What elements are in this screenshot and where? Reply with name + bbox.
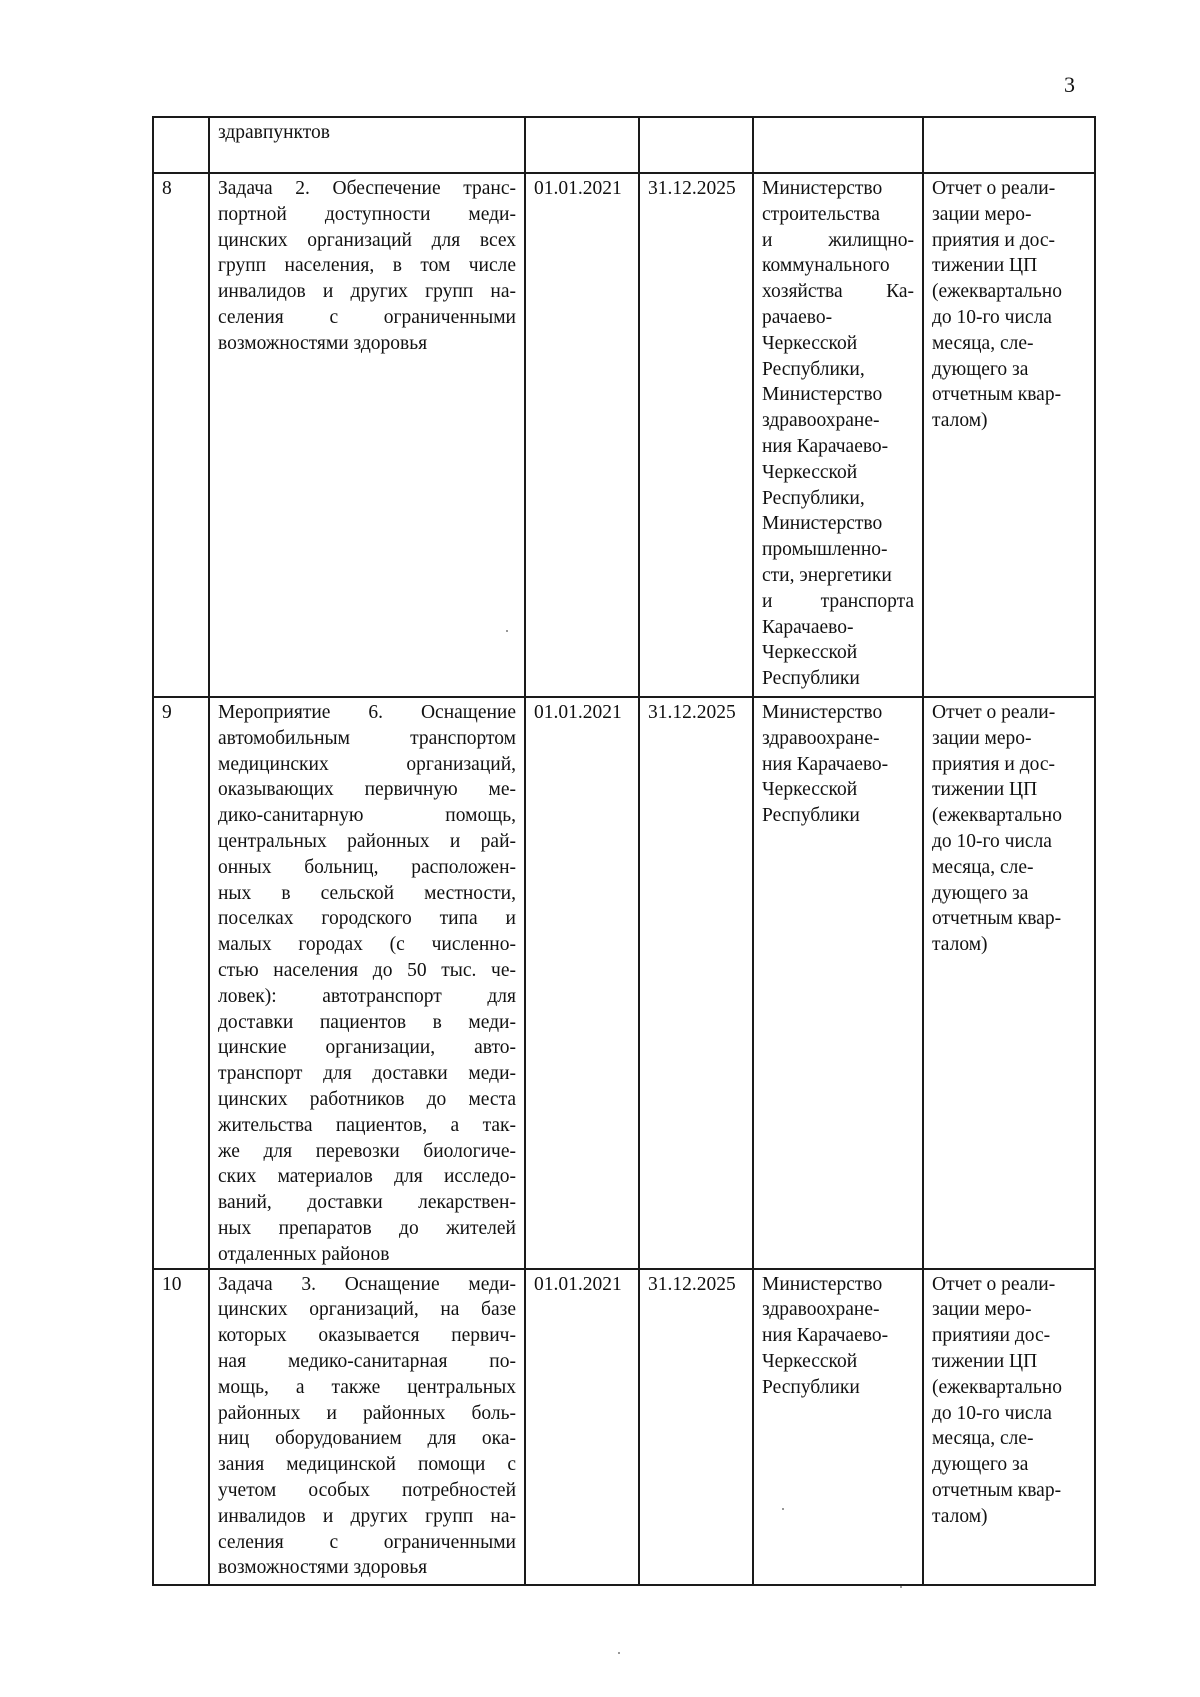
description-line: мощь, а также центральных xyxy=(218,1376,516,1398)
result-line: до 10-го числа xyxy=(932,306,1052,328)
responsible-line: ния Карачаево- xyxy=(762,435,889,457)
description-line: доставки пациентов в меди- xyxy=(218,1011,516,1033)
end-date: 31.12.2025 xyxy=(639,1269,753,1585)
result-line: месяца, сле- xyxy=(932,332,1034,354)
expected-result xyxy=(923,697,1095,1269)
responsible-line: промышленно- xyxy=(762,539,888,561)
responsible-line: здравоохране- xyxy=(762,727,880,749)
description-line: Задача 2. Обеспечение транс- xyxy=(218,178,516,199)
result-line: зации меро- xyxy=(932,1299,1032,1321)
table-row xyxy=(153,117,1095,173)
result-line: приятия и дос- xyxy=(932,753,1056,775)
responsible-line: Черкесской xyxy=(762,332,858,354)
responsible-line: ния Карачаево- xyxy=(762,1325,889,1347)
description-line: возможностями здоровья xyxy=(218,1557,428,1579)
result-line: дующего за xyxy=(932,1454,1029,1476)
measure-description xyxy=(209,697,525,1269)
description-line: медицинских организаций, xyxy=(218,753,516,775)
measures-table xyxy=(152,116,1096,1586)
description-line: цинских работников до места xyxy=(218,1088,516,1110)
row-number: 8 xyxy=(153,173,209,697)
description-line: ная медико-санитарная по- xyxy=(218,1350,516,1372)
row-number xyxy=(153,117,209,173)
responsible-executor xyxy=(753,1269,923,1585)
measure-description xyxy=(209,173,525,697)
row-number: 10 xyxy=(153,1269,209,1585)
responsible-line: и жилищно- xyxy=(762,229,914,251)
start-date: 01.01.2021 xyxy=(525,1269,639,1585)
result-line: отчетным квар- xyxy=(932,384,1062,406)
description-line: ниц оборудованием для ока- xyxy=(218,1428,516,1450)
result-line: приятия и дос- xyxy=(932,229,1056,251)
description-line: жительства пациентов, а так- xyxy=(218,1114,516,1136)
responsible-line: здравоохране- xyxy=(762,410,880,432)
description-line: отдаленных районов xyxy=(218,1243,390,1265)
description-line: групп населения, в том числе xyxy=(218,255,516,277)
description-line: портной доступности меди- xyxy=(218,203,516,225)
expected-result xyxy=(923,1269,1095,1585)
responsible-line: Карачаево- xyxy=(762,616,854,638)
responsible-line: Черкесской xyxy=(762,642,858,664)
responsible-line: ния Карачаево- xyxy=(762,753,889,775)
description-line: инвалидов и других групп на- xyxy=(218,1505,516,1527)
responsible-line: рачаево- xyxy=(762,306,833,328)
description-line: ловек): автотранспорт для xyxy=(218,985,516,1007)
description-line: инвалидов и других групп на- xyxy=(218,281,516,303)
responsible-line: Министерство xyxy=(762,513,883,535)
expected-result xyxy=(923,117,1095,173)
responsible-line: Черкесской xyxy=(762,461,858,483)
description-line: учетом особых потребностей xyxy=(218,1479,516,1501)
start-date: 01.01.2021 xyxy=(525,697,639,1269)
responsible-executor xyxy=(753,697,923,1269)
result-line: Отчет о реали- xyxy=(932,1273,1056,1295)
end-date xyxy=(639,117,753,173)
responsible-line: Министерство xyxy=(762,1273,883,1295)
result-line: талом) xyxy=(932,934,988,956)
result-line: до 10-го числа xyxy=(932,1402,1052,1424)
measure-description xyxy=(209,117,525,173)
result-line: тижении ЦП xyxy=(932,1350,1038,1372)
responsible-line: Черкесской xyxy=(762,779,858,801)
table-row xyxy=(153,173,1095,697)
result-line: дующего за xyxy=(932,358,1029,380)
description-line: цинских организаций, на базе xyxy=(218,1299,516,1321)
result-line: до 10-го числа xyxy=(932,830,1052,852)
responsible-line: и транспорта xyxy=(762,590,914,612)
result-line: (ежеквартально xyxy=(932,281,1062,303)
description-line: здравпунктов xyxy=(218,122,330,143)
result-line: месяца, сле- xyxy=(932,856,1034,878)
description-line: онных больниц, расположен- xyxy=(218,856,516,878)
row-number: 9 xyxy=(153,697,209,1269)
description-line: транспорт для доставки меди- xyxy=(218,1063,516,1085)
expected-result xyxy=(923,173,1095,697)
responsible-line: Черкесской xyxy=(762,1350,858,1372)
responsible-line: Республики xyxy=(762,1376,860,1398)
description-line: автомобильным транспортом xyxy=(218,727,516,749)
result-line: (ежеквартально xyxy=(932,805,1062,827)
description-line: ских материалов для исследо- xyxy=(218,1166,516,1188)
description-line: ных препаратов до жителей xyxy=(218,1217,516,1239)
result-line: дующего за xyxy=(932,882,1029,904)
end-date: 31.12.2025 xyxy=(639,173,753,697)
result-line: зации меро- xyxy=(932,727,1032,749)
responsible-line: строительства xyxy=(762,203,880,225)
result-line: талом) xyxy=(932,410,988,432)
responsible-line: хозяйства Ка- xyxy=(762,281,914,303)
description-line: которых оказывается первич- xyxy=(218,1325,516,1347)
description-line: малых городах (с численно- xyxy=(218,934,516,956)
description-line: зания медицинской помощи с xyxy=(218,1454,516,1476)
responsible-line: Республики, xyxy=(762,487,865,509)
description-line: Задача 3. Оснащение меди- xyxy=(218,1273,516,1295)
description-line: дико-санитарную помощь, xyxy=(218,805,516,827)
measure-description xyxy=(209,1269,525,1585)
scan-speck xyxy=(782,1508,784,1510)
result-line: зации меро- xyxy=(932,203,1032,225)
result-line: (ежеквартально xyxy=(932,1376,1062,1398)
result-line: Отчет о реали- xyxy=(932,178,1056,199)
scan-speck xyxy=(506,630,508,632)
description-line: селения с ограниченными xyxy=(218,306,516,328)
result-line: тижении ЦП xyxy=(932,255,1038,277)
end-date: 31.12.2025 xyxy=(639,697,753,1269)
table-row xyxy=(153,697,1095,1269)
responsible-line: сти, энергетики xyxy=(762,564,892,586)
scan-speck xyxy=(900,1586,902,1588)
description-line: ваний, доставки лекарствен- xyxy=(218,1192,516,1214)
start-date xyxy=(525,117,639,173)
description-line: районных и районных боль- xyxy=(218,1402,516,1424)
responsible-line: Министерство xyxy=(762,178,883,199)
start-date: 01.01.2021 xyxy=(525,173,639,697)
responsible-executor xyxy=(753,117,923,173)
result-line: приятияи дос- xyxy=(932,1325,1051,1347)
result-line: отчетным квар- xyxy=(932,908,1062,930)
result-line: месяца, сле- xyxy=(932,1428,1034,1450)
responsible-line: Министерство xyxy=(762,702,883,723)
responsible-line: Министерство xyxy=(762,384,883,406)
scan-speck xyxy=(618,1652,620,1654)
description-line: стью населения до 50 тыс. че- xyxy=(218,959,516,981)
description-line: Мероприятие 6. Оснащение xyxy=(218,702,516,723)
description-line: ных в сельской местности, xyxy=(218,882,516,904)
result-line: Отчет о реали- xyxy=(932,702,1056,723)
description-line: поселках городского типа и xyxy=(218,908,516,930)
responsible-executor xyxy=(753,173,923,697)
table-row xyxy=(153,1269,1095,1585)
result-line: отчетным квар- xyxy=(932,1479,1062,1501)
responsible-line: коммунального xyxy=(762,255,890,277)
responsible-line: Республики xyxy=(762,805,860,827)
description-line: цинских организаций для всех xyxy=(218,229,516,251)
description-line: оказывающих первичную ме- xyxy=(218,779,516,801)
responsible-line: Республики, xyxy=(762,358,865,380)
result-line: талом) xyxy=(932,1505,988,1527)
result-line: тижении ЦП xyxy=(932,779,1038,801)
responsible-line: здравоохране- xyxy=(762,1299,880,1321)
description-line: центральных районных и рай- xyxy=(218,830,516,852)
description-line: же для перевозки биологиче- xyxy=(218,1140,516,1162)
responsible-line: Республики xyxy=(762,668,860,690)
description-line: возможностями здоровья xyxy=(218,332,428,354)
description-line: селения с ограниченными xyxy=(218,1531,516,1553)
page-number: 3 xyxy=(1064,72,1075,97)
description-line: цинские организации, авто- xyxy=(218,1037,516,1059)
